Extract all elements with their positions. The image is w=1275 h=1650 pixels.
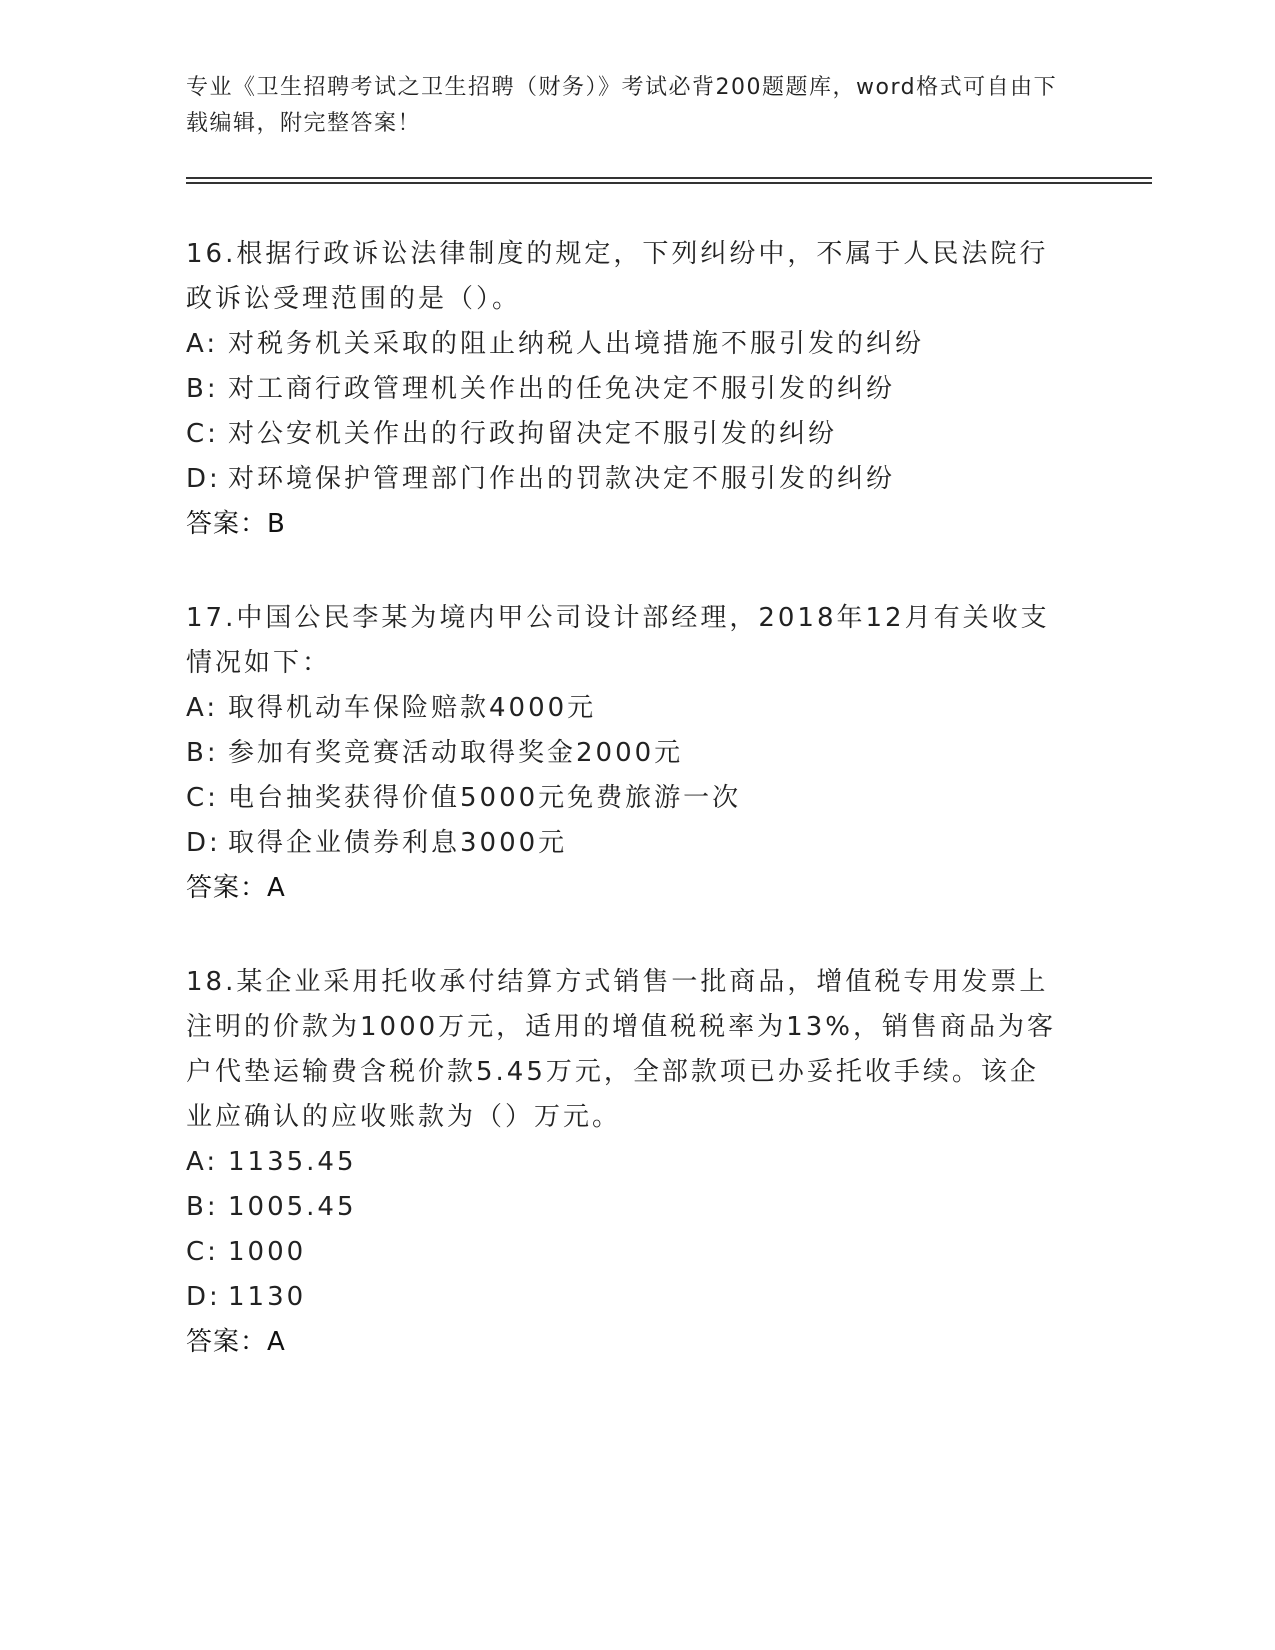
option-letter: D: xyxy=(186,1282,221,1312)
answer-line xyxy=(186,502,1066,547)
answer-value: A xyxy=(267,1327,286,1357)
option-d xyxy=(186,821,1066,866)
option-text: 1000 xyxy=(228,1237,307,1267)
option-text: 对公安机关作出的行政拘留决定不服引发的纠纷 xyxy=(228,419,838,449)
option-letter: A: xyxy=(186,329,219,359)
option-letter: B: xyxy=(186,1192,219,1222)
option-d xyxy=(186,1275,1066,1320)
answer-line xyxy=(186,866,1066,911)
option-text: 1135.45 xyxy=(228,1147,357,1177)
option-b xyxy=(186,367,1066,412)
option-a xyxy=(186,1140,1066,1185)
question-stem: 17.中国公民李某为境内甲公司设计部经理，2018年12月有关收支情况如下： xyxy=(186,603,1050,678)
option-text: 1130 xyxy=(228,1282,307,1312)
option-text: 取得企业债券利息3000元 xyxy=(228,828,568,858)
option-text: 参加有奖竞赛活动取得奖金2000元 xyxy=(228,738,684,768)
answer-value: B xyxy=(267,509,286,539)
option-letter: B: xyxy=(186,738,219,768)
option-a xyxy=(186,322,1066,367)
option-letter: C: xyxy=(186,1237,219,1267)
option-c xyxy=(186,412,1066,457)
question-17 xyxy=(186,596,1066,911)
document-header: 专业《卫生招聘考试之卫生招聘（财务）》考试必背200题题库，word格式可自由下载编辑，附完整答案！ xyxy=(186,75,1058,136)
option-text: 取得机动车保险赔款4000元 xyxy=(228,693,597,723)
option-text: 对工商行政管理机关作出的任免决定不服引发的纠纷 xyxy=(228,374,896,404)
option-text: 对税务机关采取的阻止纳税人出境措施不服引发的纠纷 xyxy=(228,329,925,359)
answer-label: 答案： xyxy=(186,873,268,903)
answer-label: 答案： xyxy=(186,509,268,539)
answer-value: A xyxy=(267,873,286,903)
option-letter: B: xyxy=(186,374,219,404)
option-b xyxy=(186,1185,1066,1230)
option-text: 电台抽奖获得价值5000元免费旅游一次 xyxy=(228,783,742,813)
question-stem: 18.某企业采用托收承付结算方式销售一批商品，增值税专用发票上注明的价款为1000万元，适用的增值税税率为13%，销售商品为客户代垫运输费含税价款5.45万元，全部款项已办妥托收手续。该企业应确认的应收账款为（）万元。 xyxy=(186,967,1056,1132)
option-d xyxy=(186,457,1066,502)
option-letter: C: xyxy=(186,419,219,449)
option-b xyxy=(186,731,1066,776)
option-letter: D: xyxy=(186,828,221,858)
option-letter: A: xyxy=(186,1147,219,1177)
header-divider-bottom xyxy=(186,182,1152,184)
option-letter: A: xyxy=(186,693,219,723)
option-c xyxy=(186,1230,1066,1275)
option-text: 对环境保护管理部门作出的罚款决定不服引发的纠纷 xyxy=(228,464,896,494)
option-a xyxy=(186,686,1066,731)
question-18 xyxy=(186,960,1066,1365)
header-divider-top xyxy=(186,177,1152,179)
option-letter: D: xyxy=(186,464,221,494)
option-letter: C: xyxy=(186,783,219,813)
question-16 xyxy=(186,232,1066,547)
option-text: 1005.45 xyxy=(228,1192,357,1222)
option-c xyxy=(186,776,1066,821)
answer-label: 答案： xyxy=(186,1327,268,1357)
question-stem: 16.根据行政诉讼法律制度的规定，下列纠纷中，不属于人民法院行政诉讼受理范围的是（）。 xyxy=(186,239,1049,314)
answer-line xyxy=(186,1320,1066,1365)
